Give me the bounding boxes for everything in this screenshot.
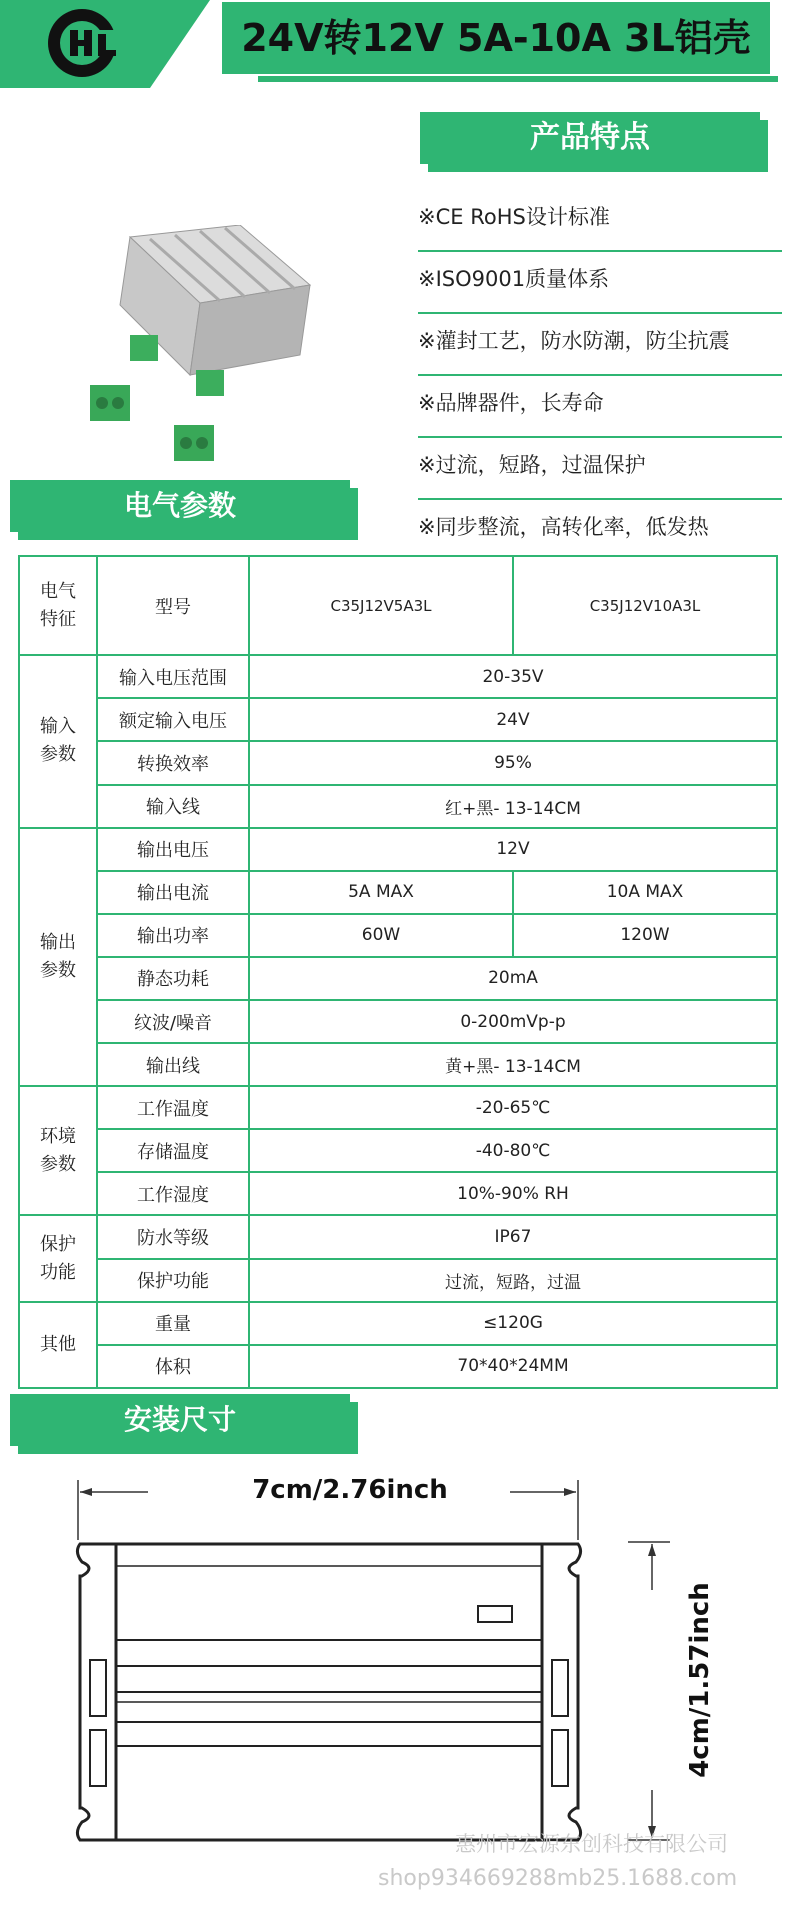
row-value-b: 120W [513, 914, 777, 957]
row-label: 输出电流 [97, 871, 249, 914]
table-row [19, 1302, 777, 1345]
row-value: -20-65℃ [249, 1086, 777, 1129]
height-dimension-label: 4cm/1.57inch [685, 1582, 715, 1778]
row-label: 输出线 [97, 1043, 249, 1086]
row-label: 防水等级 [97, 1215, 249, 1258]
table-row [19, 1086, 777, 1129]
group-cell [19, 1302, 97, 1388]
model-b: C35J12V10A3L [513, 556, 777, 655]
row-value: 20-35V [249, 655, 777, 698]
width-dimension-label: 7cm/2.76inch [252, 1475, 448, 1505]
dimension-drawing [60, 1470, 680, 1890]
table-row [19, 1345, 777, 1388]
table-row [19, 785, 777, 828]
group-label: 环境 参数 [40, 1125, 76, 1175]
row-label: 输出功率 [97, 914, 249, 957]
row-value-a: 5A MAX [249, 871, 513, 914]
table-row [19, 1259, 777, 1302]
row-label: 静态功耗 [97, 957, 249, 1000]
row-label: 输出电压 [97, 828, 249, 871]
watermark-company: 惠州市宏源东创科技有限公司 [455, 1832, 728, 1856]
group-cell [19, 1086, 97, 1215]
group-label: 输出 参数 [40, 931, 76, 981]
table-row [19, 957, 777, 1000]
feature-item: ※品牌器件，长寿命 [418, 376, 782, 438]
row-value: 24V [249, 698, 777, 741]
table-row [19, 1215, 777, 1258]
feature-item: ※同步整流，高转化率，低发热 [418, 515, 709, 539]
row-label: 保护功能 [97, 1259, 249, 1302]
features-list [418, 190, 782, 560]
row-value: 70*40*24MM [249, 1345, 777, 1388]
row-value: 10%-90% RH [249, 1172, 777, 1215]
electrical-heading: 电气参数 [10, 480, 350, 532]
row-value-b: 10A MAX [513, 871, 777, 914]
dimensions-heading: 安装尺寸 [10, 1394, 350, 1446]
row-value: 12V [249, 828, 777, 871]
brand-logo [0, 0, 210, 88]
table-row [19, 1172, 777, 1215]
table-row [19, 871, 777, 914]
feature-item: ※过流，短路，过温保护 [418, 438, 782, 500]
row-label: 额定输入电压 [97, 698, 249, 741]
group-cell [19, 556, 97, 655]
row-label: 输入线 [97, 785, 249, 828]
page-title: 24V转12V 5A-10A 3L铝壳 [241, 16, 751, 60]
model-label: 型号 [97, 556, 249, 655]
spec-table [18, 555, 778, 1389]
group-label: 其他 [40, 1333, 76, 1355]
row-label: 存储温度 [97, 1129, 249, 1172]
row-value: 20mA [249, 957, 777, 1000]
row-value: 黄+黑- 13-14CM [249, 1043, 777, 1086]
product-image [90, 225, 320, 465]
row-label: 工作温度 [97, 1086, 249, 1129]
group-cell [19, 655, 97, 827]
table-row [19, 914, 777, 957]
row-label: 工作湿度 [97, 1172, 249, 1215]
features-heading: 产品特点 [420, 112, 760, 164]
feature-item: ※CE RoHS设计标准 [418, 190, 782, 252]
row-value: 过流，短路，过温 [249, 1259, 777, 1302]
table-row [19, 828, 777, 871]
table-row [19, 1043, 777, 1086]
row-value: ≤120G [249, 1302, 777, 1345]
row-value: 0-200mVp-p [249, 1000, 777, 1043]
table-row [19, 1129, 777, 1172]
feature-item: ※灌封工艺，防水防潮，防尘抗震 [418, 314, 782, 376]
row-label: 纹波/噪音 [97, 1000, 249, 1043]
row-value: 95% [249, 741, 777, 784]
group-label: 保护 功能 [40, 1233, 76, 1283]
table-row [19, 655, 777, 698]
model-a: C35J12V5A3L [249, 556, 513, 655]
row-label: 输入电压范围 [97, 655, 249, 698]
row-value: 红+黑- 13-14CM [249, 785, 777, 828]
watermark-shop: shop934669288mb25.1688.com [378, 1866, 738, 1891]
row-value: -40-80℃ [249, 1129, 777, 1172]
group-cell [19, 828, 97, 1087]
table-row [19, 698, 777, 741]
row-value-a: 60W [249, 914, 513, 957]
group-cell [19, 1215, 97, 1301]
group-label: 输入 参数 [40, 716, 76, 766]
title-banner-shadow [258, 76, 778, 82]
row-label: 体积 [97, 1345, 249, 1388]
table-row [19, 1000, 777, 1043]
feature-item: ※ISO9001质量体系 [418, 252, 782, 314]
group-label: 电气 特征 [40, 580, 76, 630]
table-row [19, 741, 777, 784]
row-value: IP67 [249, 1215, 777, 1258]
row-label: 重量 [97, 1302, 249, 1345]
row-label: 转换效率 [97, 741, 249, 784]
table-row [19, 556, 777, 655]
